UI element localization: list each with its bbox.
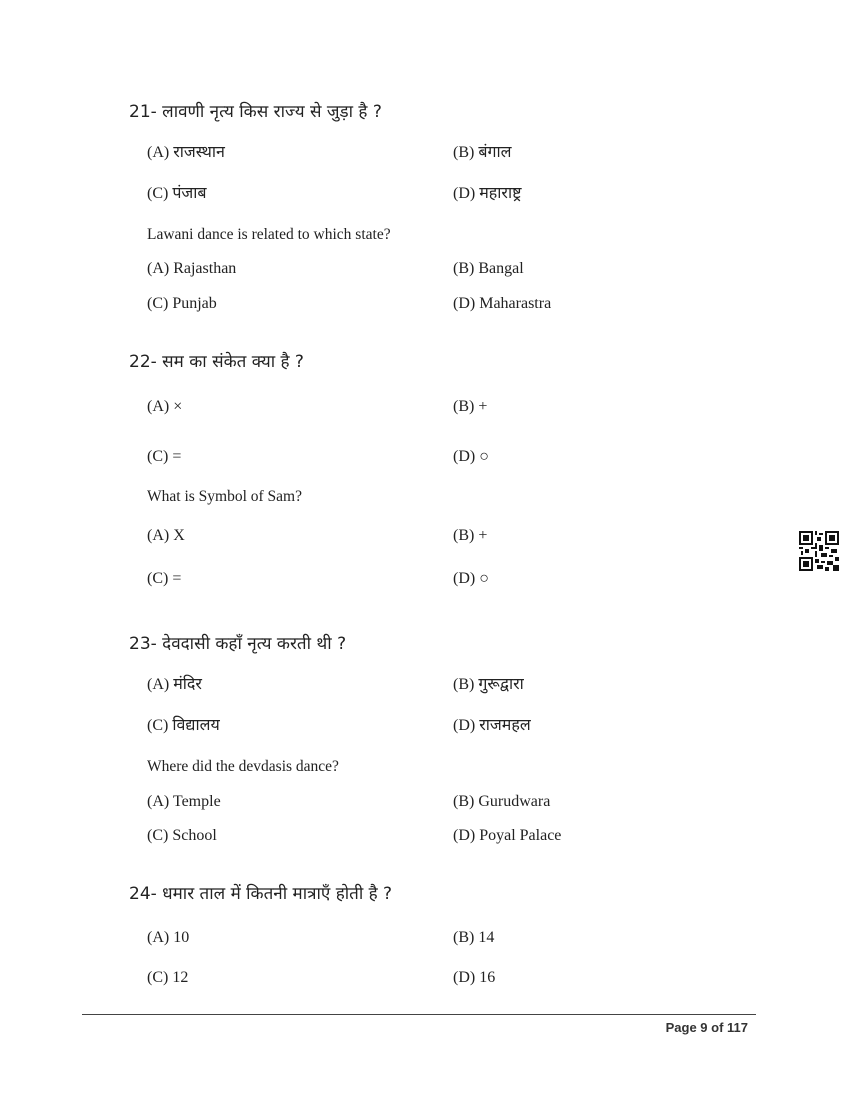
q22-en-option-b: (B) + — [453, 527, 488, 544]
q23-hi-option-c: (C) विद्यालय — [147, 717, 220, 734]
q22-en-option-c: (C) = — [147, 570, 182, 587]
page-number: Page 9 of 117 — [665, 1020, 748, 1035]
q22-hi-option-b: (B) + — [453, 398, 488, 415]
question-24-hindi: 24- धमार ताल में कितनी मात्राएँ होती है ? — [129, 884, 393, 904]
q22-hi-option-c: (C) = — [147, 448, 182, 465]
q24-hi-option-c: (C) 12 — [147, 969, 189, 986]
q23-en-option-a: (A) Temple — [147, 793, 221, 810]
q21-hi-option-a: (A) राजस्थान — [147, 144, 225, 161]
q24-hi-option-d: (D) 16 — [453, 969, 496, 986]
q23-en-option-c: (C) School — [147, 827, 217, 844]
footer-divider — [82, 1014, 756, 1015]
qr-code-icon — [799, 531, 839, 571]
q23-en-option-d: (D) Poyal Palace — [453, 827, 562, 844]
q24-hi-option-b: (B) 14 — [453, 929, 495, 946]
q23-hi-option-b: (B) गुरूद्वारा — [453, 676, 524, 693]
q21-en-option-a: (A) Rajasthan — [147, 260, 237, 277]
q21-hi-option-d: (D) महाराष्ट्र — [453, 185, 522, 202]
q22-hi-option-d: (D) ○ — [453, 448, 489, 465]
q23-hi-option-a: (A) मंदिर — [147, 676, 202, 693]
q21-hi-option-b: (B) बंगाल — [453, 144, 512, 161]
question-22-hindi: 22- सम का संकेत क्या है ? — [129, 352, 304, 372]
q23-hi-option-d: (D) राजमहल — [453, 717, 531, 734]
question-21-hindi: 21- लावणी नृत्य किस राज्य से जुड़ा है ? — [129, 102, 382, 122]
q22-hi-option-a: (A) × — [147, 398, 183, 415]
q22-en-option-d: (D) ○ — [453, 570, 489, 587]
q23-en-option-b: (B) Gurudwara — [453, 793, 551, 810]
q24-hi-option-a: (A) 10 — [147, 929, 190, 946]
question-23-hindi: 23- देवदासी कहाँ नृत्य करती थी ? — [129, 634, 347, 654]
question-21-english: Lawani dance is related to which state? — [147, 226, 391, 243]
q21-en-option-b: (B) Bangal — [453, 260, 524, 277]
q22-en-option-a: (A) X — [147, 527, 185, 544]
q21-en-option-d: (D) Maharastra — [453, 295, 552, 312]
q21-en-option-c: (C) Punjab — [147, 295, 217, 312]
question-23-english: Where did the devdasis dance? — [147, 758, 339, 775]
q21-hi-option-c: (C) पंजाब — [147, 185, 207, 202]
question-22-english: What is Symbol of Sam? — [147, 488, 302, 505]
